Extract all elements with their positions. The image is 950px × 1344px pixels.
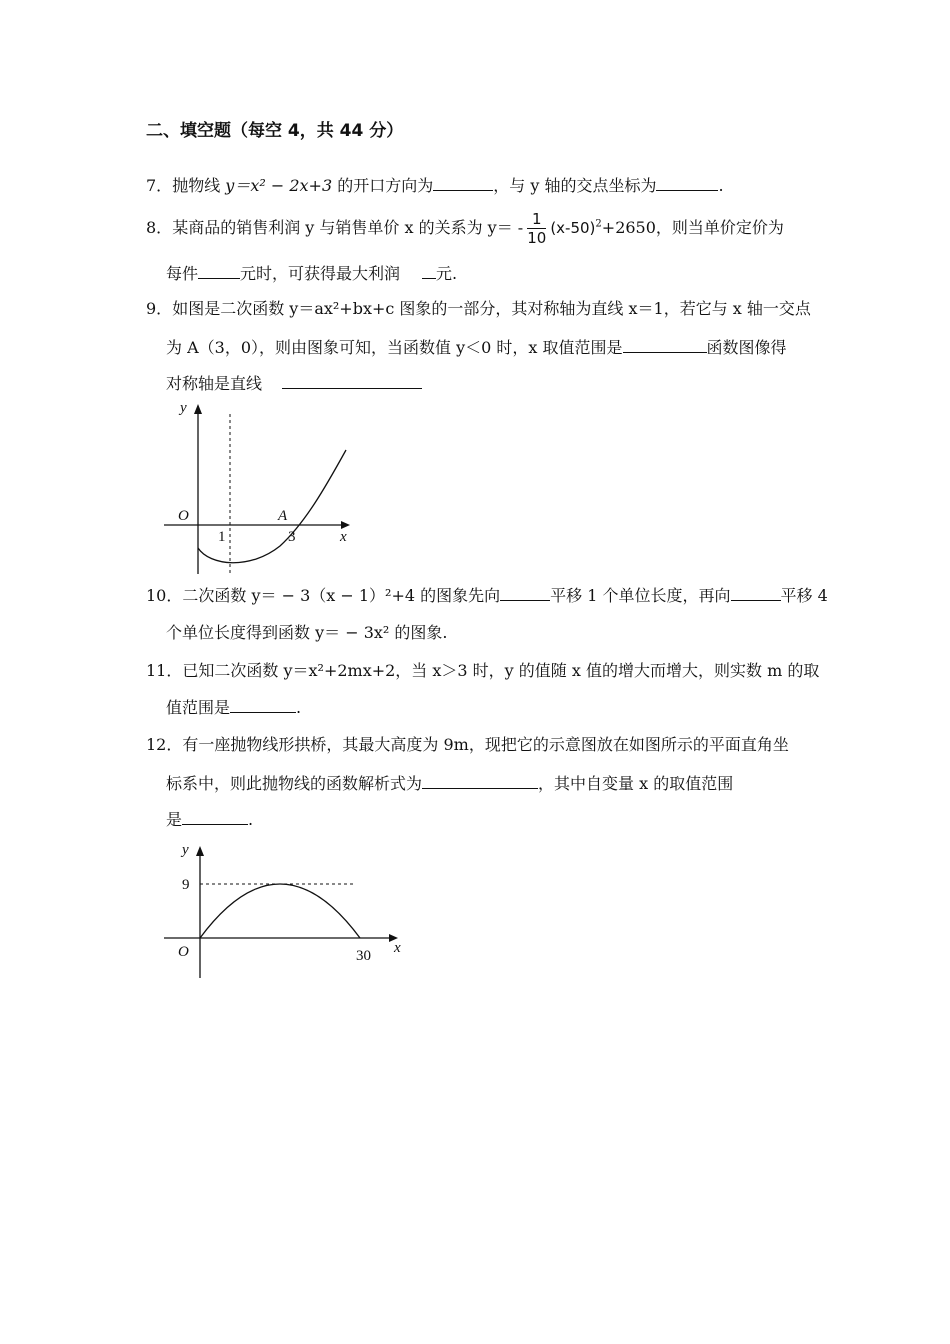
q7-text-4: . (718, 176, 724, 195)
q9-blank-2[interactable] (282, 372, 422, 389)
graph1-y-arrow (194, 404, 202, 414)
question-11-line-2 (166, 696, 301, 719)
q8-number: 8． (146, 218, 173, 237)
graph2-y-label: y (182, 842, 189, 858)
graph1-origin: O (178, 508, 189, 524)
q12-blank-2[interactable] (182, 808, 248, 825)
question-8-line-2 (166, 262, 457, 285)
q7-number: 7． (146, 176, 173, 195)
q12-text-3: ，其中自变量 x 的取值范围 (538, 774, 734, 793)
q9-text-3: 函数图像得 (706, 338, 787, 357)
q11-blank[interactable] (230, 696, 296, 713)
q9-number: 9． (146, 299, 173, 318)
q8-blank-1[interactable] (198, 262, 240, 279)
q7-text-1: 抛物线 (172, 176, 226, 195)
graph1-point-a: A (278, 508, 288, 524)
q10-number: 10． (146, 586, 183, 605)
graph2-parabola (200, 884, 360, 938)
q8-frac-den: 10 (527, 229, 547, 247)
q7-blank-1[interactable] (433, 174, 493, 191)
q12-text-2: 标系中，则此抛物线的函数解析式为 (166, 774, 423, 793)
q9-text-2: 为 A（3，0），则由图象可知，当函数值 y＜0 时，x 取值范围是 (166, 338, 623, 357)
question-10 (146, 584, 828, 607)
q11-text-1: 已知二次函数 y＝x²+2mx+2，当 x＞3 时，y 的值随 x 值的增大而增大，则实数 m 的取 (182, 661, 820, 680)
question-7 (146, 174, 724, 197)
q10-text-1: 二次函数 y＝ − 3（x − 1）²+4 的图象先向 (182, 586, 501, 605)
graph2-x-tick: 30 (356, 948, 371, 964)
question-9-line-2 (166, 336, 787, 359)
graph2-x-label: x (394, 940, 401, 956)
q11-number: 11． (146, 661, 183, 680)
question-12 (146, 734, 789, 756)
question-8 (146, 210, 784, 247)
q8-text-5: 元时，可获得最大利润 (240, 264, 401, 283)
q11-text-3: . (296, 698, 302, 717)
q12-text-1: 有一座抛物线形拱桥，其最大高度为 9m，现把它的示意图放在如图所示的平面直角坐 (182, 735, 789, 754)
q7-equation: y＝x² − 2x+3 (225, 176, 333, 195)
q12-blank-1[interactable] (422, 772, 538, 789)
graph1-x-arrow (341, 521, 350, 529)
graph1-parabola (198, 450, 346, 563)
q8-bracket-expr: (x-50) (550, 219, 596, 237)
q8-fraction (527, 210, 546, 247)
q8-text-3: +2650，则当单价定价为 (601, 218, 784, 237)
question-12-line-3 (166, 808, 253, 831)
q12-number: 12． (146, 735, 183, 754)
question-10-line-2 (166, 622, 448, 644)
q8-text-6: 元. (436, 264, 458, 283)
q11-text-2: 值范围是 (166, 698, 231, 717)
q7-blank-2[interactable] (656, 174, 718, 191)
q9-blank-1[interactable] (623, 336, 707, 353)
graph-1 (160, 398, 360, 578)
section-title: 二、填空题（每空 4，共 44 分） (146, 121, 404, 141)
question-9-line-3 (166, 372, 422, 395)
q12-text-4: 是 (166, 810, 183, 829)
q8-text-1: 某商品的销售利润 y 与销售单价 x 的关系为 y＝ - (172, 218, 524, 237)
q10-text-3: 平移 4 (780, 586, 828, 605)
q7-text-3: ，与 y 轴的交点坐标为 (493, 176, 657, 195)
q10-blank-2[interactable] (731, 584, 781, 601)
graph1-x-label: x (340, 529, 347, 545)
graph1-y-label: y (180, 400, 187, 416)
q7-text-2: 的开口方向为 (332, 176, 434, 195)
question-11 (146, 660, 819, 682)
graph1-tick-3: 3 (288, 529, 296, 545)
question-12-line-2 (166, 772, 733, 795)
q9-text-1: 如图是二次函数 y＝ax²+bx+c 图象的一部分，其对称轴为直线 x＝1，若它与 x 轴一交点 (172, 299, 811, 318)
q10-blank-1[interactable] (500, 584, 550, 601)
q12-text-5: . (248, 810, 254, 829)
graph2-y-tick: 9 (182, 877, 190, 893)
graph2-y-arrow (196, 846, 204, 856)
graph1-tick-1: 1 (218, 529, 226, 545)
q10-text-2: 平移 1 个单位长度，再向 (550, 586, 731, 605)
q8-blank-2[interactable] (422, 262, 436, 279)
q8-text-4: 每件 (166, 264, 199, 283)
q8-frac-num: 1 (527, 210, 546, 229)
q9-text-4: 对称轴是直线 (166, 374, 263, 393)
q10-text-4: 个单位长度得到函数 y＝ − 3x² 的图象. (166, 623, 448, 642)
question-9 (146, 298, 811, 320)
graph2-origin: O (178, 944, 189, 960)
graph-2 (160, 838, 410, 983)
q8-exponent: 2 (595, 218, 602, 230)
